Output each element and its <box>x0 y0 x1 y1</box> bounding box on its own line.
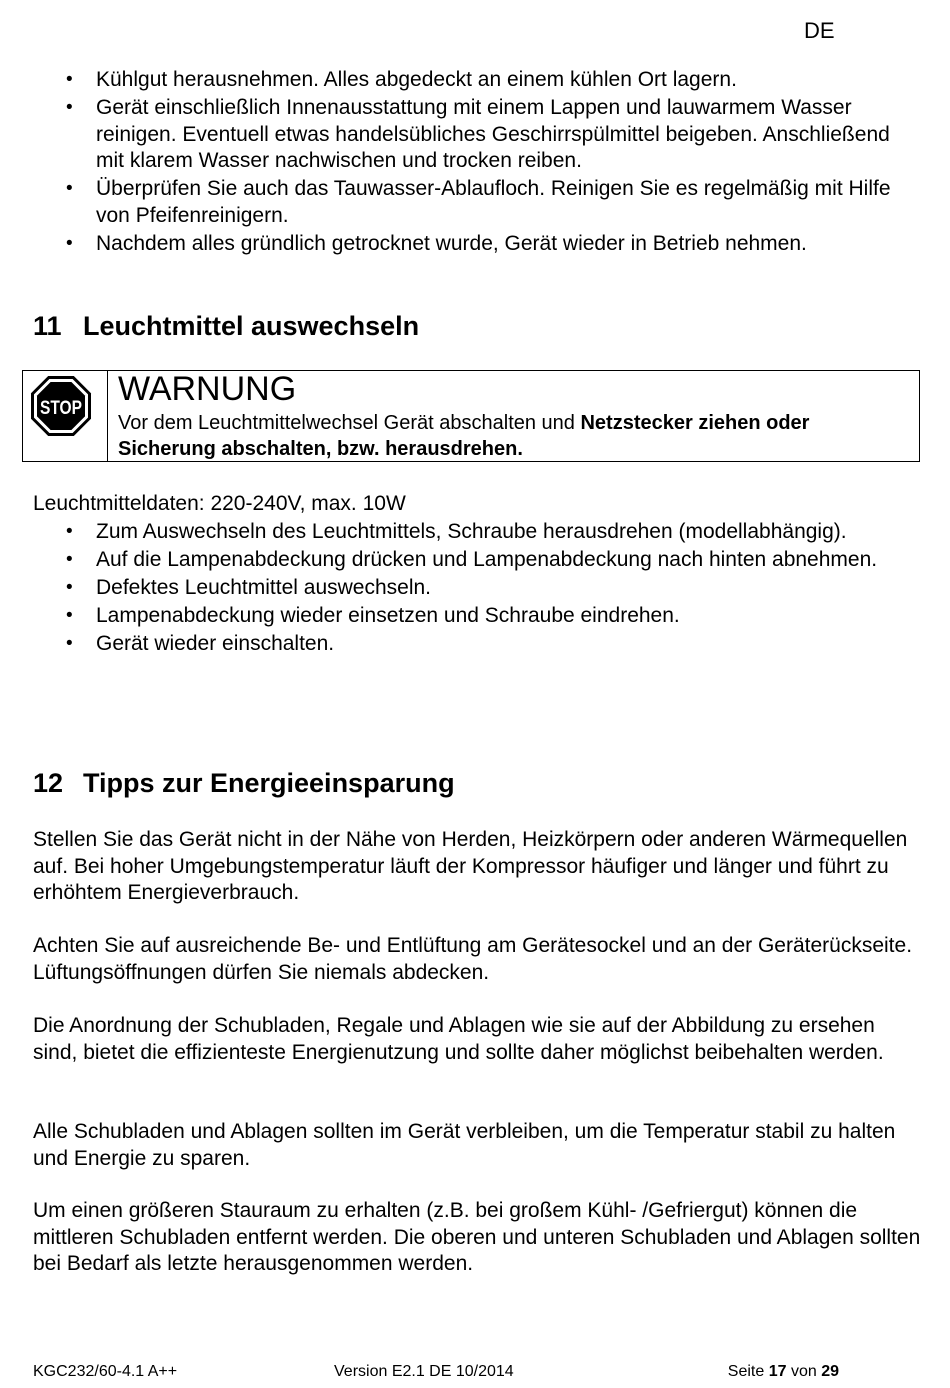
list-item: • Überprüfen Sie auch das Tauwasser-Ablaufloch. Reinigen Sie es regelmäßig mit Hilfe von Pfeifenreinigern. <box>33 176 923 229</box>
warning-text-bold: Netzstecker ziehen oder Sicherung abschalten, bzw. herausdrehen. <box>118 412 810 460</box>
list-item: • Lampenabdeckung wieder einsetzen und Schraube eindrehen. <box>33 603 923 630</box>
stop-sign-icon <box>30 375 92 437</box>
warning-text-plain: Vor dem Leuchtmittelwechsel Gerät abschalten und <box>118 412 581 434</box>
footer-version: Version E2.1 DE 10/2014 <box>334 1363 514 1380</box>
paragraph: Alle Schubladen und Ablagen sollten im Gerät verbleiben, um die Temperatur stabil zu halten und Energie zu sparen. <box>33 1120 896 1170</box>
paragraph: Die Anordnung der Schubladen, Regale und Ablagen wie sie auf der Abbildung zu ersehen sind, bietet die effizienteste Energienutzung und sollte daher möglichst beibehalten werden. <box>33 1014 884 1064</box>
warning-title: WARNUNG <box>118 370 297 408</box>
list-item: • Defektes Leuchtmittel auswechseln. <box>33 575 923 602</box>
page-prefix: Seite <box>727 1363 765 1380</box>
list-item: • Auf die Lampenabdeckung drücken und Lampenabdeckung nach hinten abnehmen. <box>33 547 923 574</box>
cleaning-steps-list <box>33 67 923 259</box>
warning-divider <box>107 371 108 461</box>
list-item: • Kühlgut herausnehmen. Alles abgedeckt an einem kühlen Ort lagern. <box>33 67 923 94</box>
page-total: 29 <box>821 1363 839 1380</box>
section-number: 11 <box>33 311 62 341</box>
paragraph: Achten Sie auf ausreichende Be- und Entlüftung am Gerätesockel und an der Geräterückseite. Lüftungsöffnungen dürfen Sie niemals abdecken. <box>33 934 913 984</box>
warning-box <box>22 370 920 462</box>
lamp-replacement-steps <box>33 519 923 659</box>
section-11-heading <box>33 311 419 342</box>
page-current: 17 <box>768 1363 787 1380</box>
stop-sign-text: STOP <box>40 398 83 419</box>
section-title: Tipps zur Energieeinsparung <box>83 768 455 798</box>
warning-text <box>118 410 908 462</box>
footer-page-number <box>728 1363 839 1381</box>
list-item: • Nachdem alles gründlich getrocknet wurde, Gerät wieder in Betrieb nehmen. <box>33 231 923 258</box>
language-label: DE <box>804 18 835 43</box>
section-number: 12 <box>33 768 64 798</box>
list-item: • Zum Auswechseln des Leuchtmittels, Schraube herausdrehen (modellabhängig). <box>33 519 923 546</box>
section-title: Leuchtmittel auswechseln <box>83 311 420 341</box>
lamp-spec: Leuchtmitteldaten: 220-240V, max. 10W <box>33 492 406 515</box>
paragraph: Um einen größeren Stauraum zu erhalten (z.B. bei großem Kühl- /Gefriergut) können die mittleren Schubladen entfernt werden. Die oberen und unteren Schubladen und Ablagen sollten bei Bedarf als letzte herausgenommen werden. <box>33 1199 921 1275</box>
list-item: • Gerät einschließlich Innenausstattung mit einem Lappen und lauwarmem Wasser reinigen. Eventuell etwas handelsübliches Geschirrspülmittel beigeben. Anschließend mit klarem Wasser nachwischen und trocken reiben. <box>33 95 923 175</box>
page-separator: von <box>790 1363 817 1380</box>
page-footer <box>33 1363 839 1385</box>
list-item: • Gerät wieder einschalten. <box>33 631 923 658</box>
section-12-heading <box>33 768 455 799</box>
paragraph: Stellen Sie das Gerät nicht in der Nähe von Herden, Heizkörpern oder anderen Wärmequellen auf. Bei hoher Umgebungstemperatur läuft der Kompressor häufiger und länger und führt zu erhöhtem Energieverbrauch. <box>33 828 908 904</box>
footer-model: KGC232/60-4.1 A++ <box>33 1363 178 1380</box>
